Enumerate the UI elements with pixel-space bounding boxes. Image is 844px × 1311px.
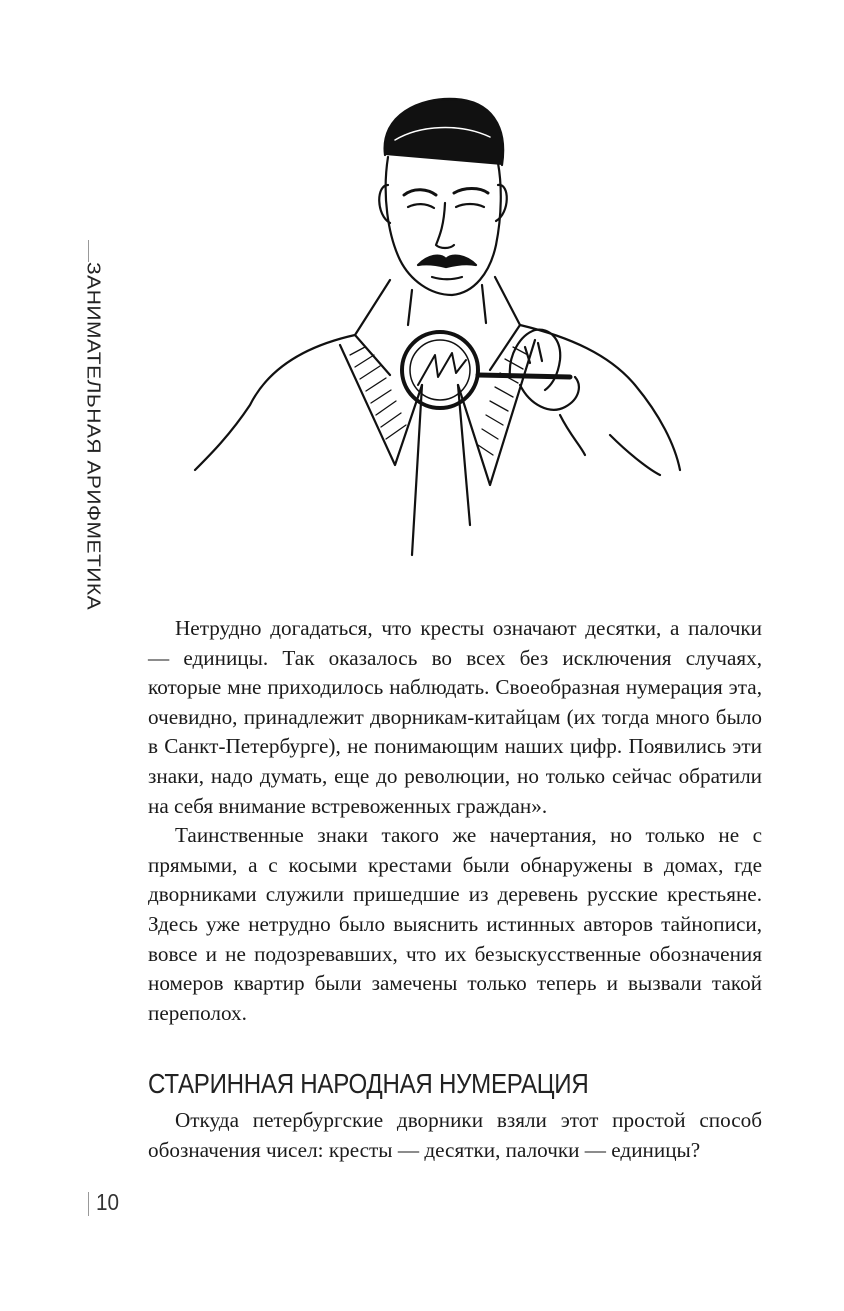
section-heading: СТАРИННАЯ НАРОДНАЯ НУМЕРАЦИЯ <box>148 1068 589 1099</box>
paragraph: Нетрудно догадаться, что кресты означают десятки, а палочки — единицы. Так оказалось во всех без исключения случаях, которые мне приходилось наблюдать. Своеобразная нумерация эта, очевидно, принадлежит дворникам-китайцам (их тогда много было в Санкт-Петербурге), не понимающим наших цифр. Появились эти знаки, надо думать, еще до революции, но только сейчас обратили на себя внимание встревоженных граждан». <box>148 616 762 818</box>
body-text-block-2 <box>148 1106 762 1165</box>
running-title: ЗАНИМАТЕЛЬНАЯ АРИФМЕТИКА <box>82 262 104 611</box>
body-text-block-1 <box>148 614 762 1028</box>
side-rule <box>88 240 89 262</box>
folio-rule <box>88 1192 89 1216</box>
page-number: 10 <box>96 1189 120 1215</box>
paragraph: Откуда петербургские дворники взяли этот простой способ обозначения чисел: кресты — десятки, палочки — единицы? <box>148 1108 762 1162</box>
detective-with-magnifying-glass-icon <box>190 85 690 575</box>
paragraph: Таинственные знаки такого же начертания, но только не с прямыми, а с косыми крестами были обнаружены в домах, где дворниками служили пришедшие из деревень русские крестьяне. Здесь уже нетрудно было выяснить истинных авторов тайнописи, вовсе и не подозревавших, что их безыскусственные обозначения номеров квартир были замечены только теперь и вызвали такой переполох. <box>148 823 762 1025</box>
